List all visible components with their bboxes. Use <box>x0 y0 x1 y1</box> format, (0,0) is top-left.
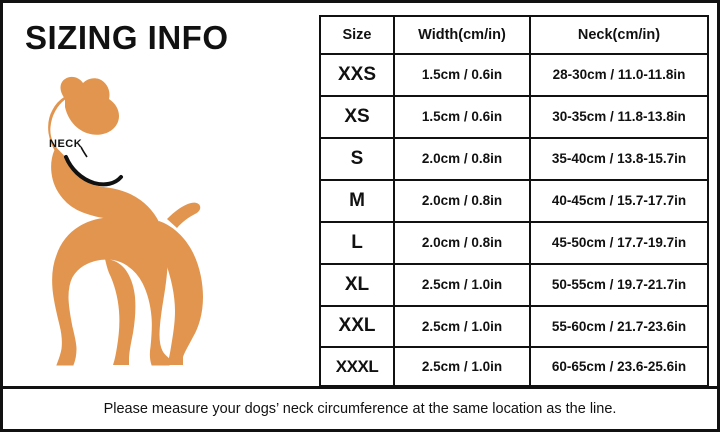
table-row <box>320 264 708 306</box>
dog-front-leg-shape <box>105 259 135 365</box>
table-row <box>320 138 708 180</box>
footer-note-text: Please measure your dogs’ neck circumference at the same location as the line. <box>103 401 617 417</box>
cell-size: XXL <box>320 306 394 348</box>
cell-size: S <box>320 138 394 180</box>
left-illustration-panel <box>3 3 315 393</box>
cell-width: 2.0cm / 0.8in <box>394 180 530 222</box>
column-header-width: Width(cm/in) <box>394 16 530 54</box>
cell-width: 2.5cm / 1.0in <box>394 306 530 348</box>
size-table <box>319 15 709 387</box>
cell-neck: 30-35cm / 11.8-13.8in <box>530 96 708 138</box>
cell-size: XXS <box>320 54 394 96</box>
page-title: SIZING INFO <box>25 19 229 56</box>
cell-width: 1.5cm / 0.6in <box>394 96 530 138</box>
table-row <box>320 54 708 96</box>
cell-neck: 55-60cm / 21.7-23.6in <box>530 306 708 348</box>
cell-width: 2.5cm / 1.0in <box>394 347 530 386</box>
cell-size: M <box>320 180 394 222</box>
dog-illustration <box>19 69 305 379</box>
cell-neck: 40-45cm / 15.7-17.7in <box>530 180 708 222</box>
cell-width: 1.5cm / 0.6in <box>394 54 530 96</box>
cell-neck: 35-40cm / 13.8-15.7in <box>530 138 708 180</box>
cell-neck: 28-30cm / 11.0-11.8in <box>530 54 708 96</box>
cell-neck: 60-65cm / 23.6-25.6in <box>530 347 708 386</box>
footer-note <box>3 386 717 429</box>
column-header-neck: Neck(cm/in) <box>530 16 708 54</box>
column-header-size: Size <box>320 16 394 54</box>
cell-neck: 50-55cm / 19.7-21.7in <box>530 264 708 306</box>
cell-neck: 45-50cm / 17.7-19.7in <box>530 222 708 264</box>
neck-label: NECK <box>49 138 83 150</box>
cell-size: L <box>320 222 394 264</box>
size-table-container <box>319 15 707 387</box>
dog-tail-shape <box>167 203 200 228</box>
table-row <box>320 96 708 138</box>
cell-size: XXXL <box>320 347 394 386</box>
table-header-row <box>320 16 708 54</box>
dog-head-shape <box>61 77 120 135</box>
cell-size: XS <box>320 96 394 138</box>
table-row <box>320 180 708 222</box>
table-row <box>320 347 708 386</box>
cell-width: 2.0cm / 0.8in <box>394 222 530 264</box>
cell-size: XL <box>320 264 394 306</box>
cell-width: 2.5cm / 1.0in <box>394 264 530 306</box>
table-row <box>320 306 708 348</box>
cell-width: 2.0cm / 0.8in <box>394 138 530 180</box>
table-row <box>320 222 708 264</box>
